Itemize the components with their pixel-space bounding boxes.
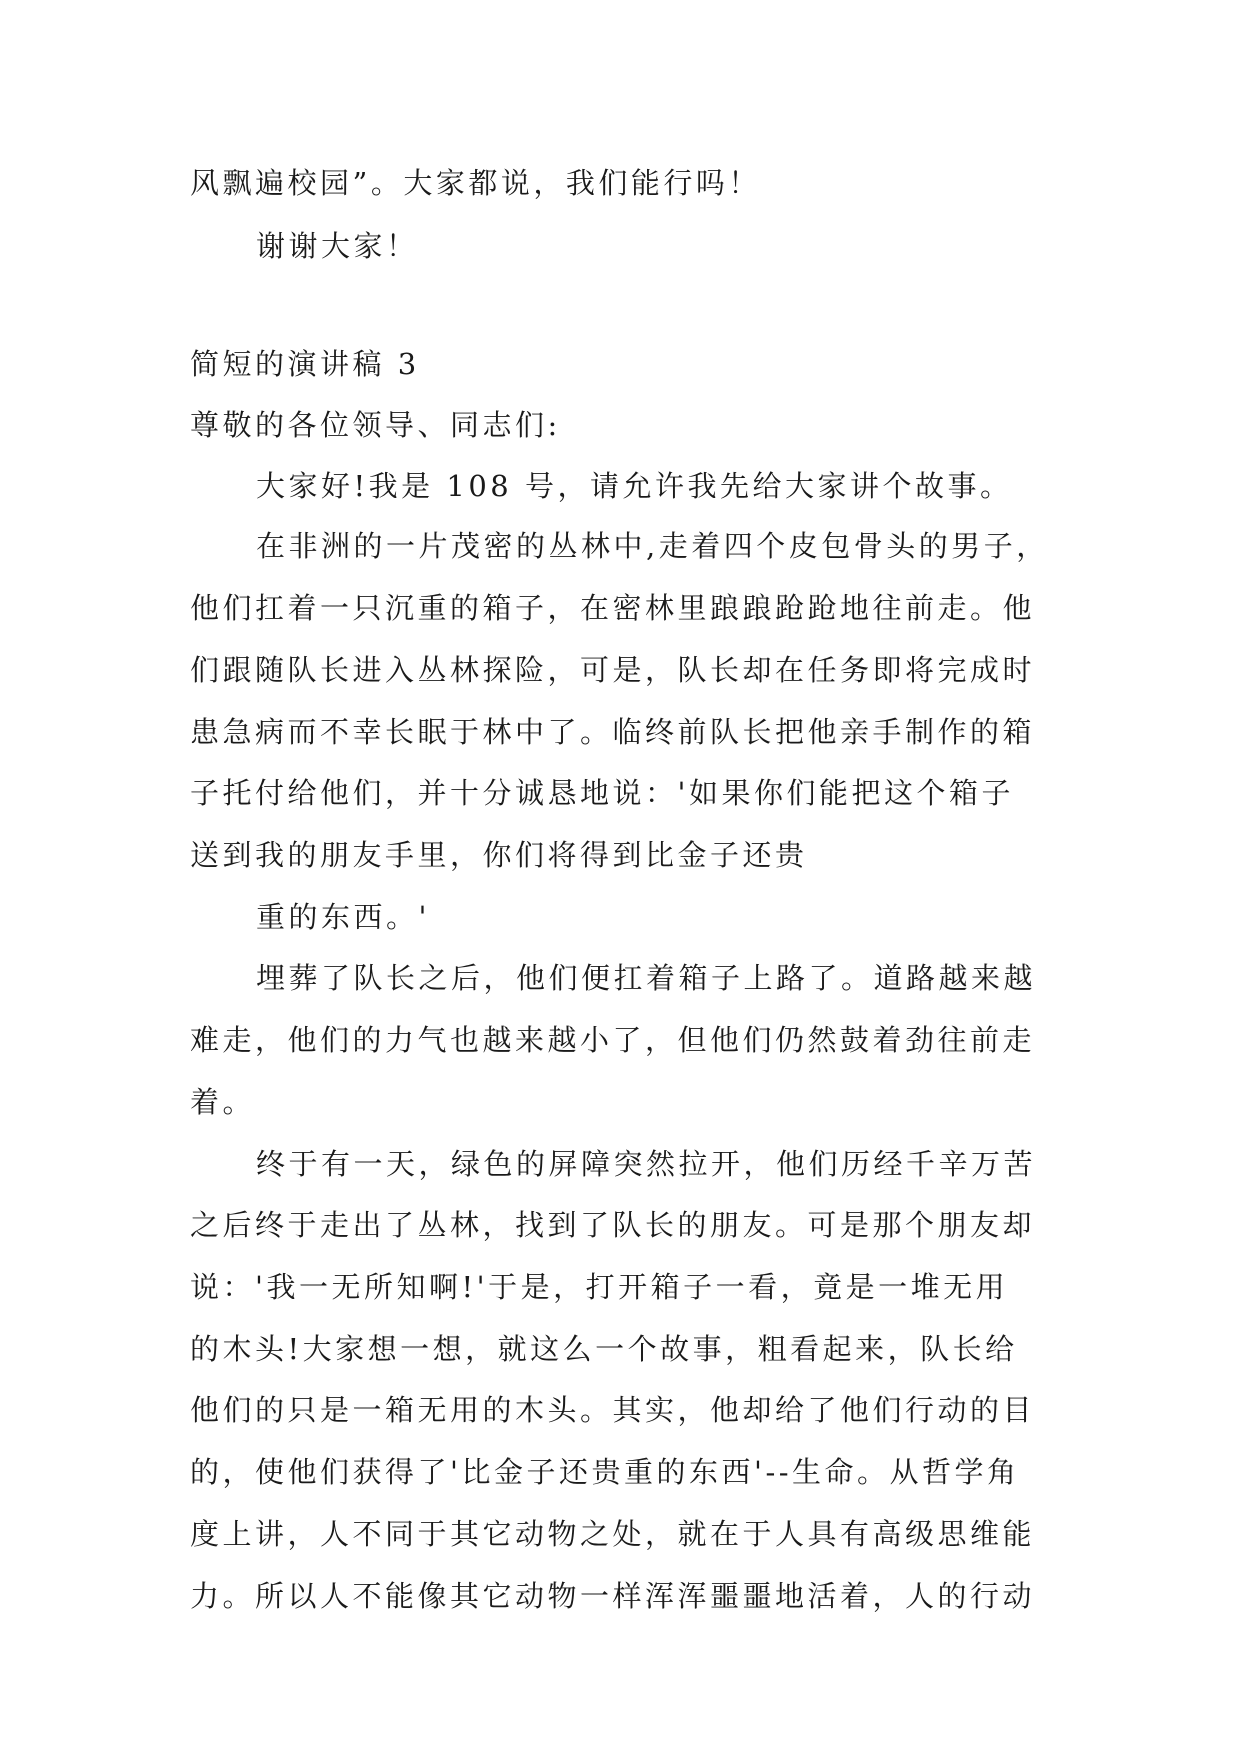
- paragraph-line-9: 送到我的朋友手里，你们将得到比金子还贵: [190, 838, 808, 872]
- paragraph-line-21: 力。所以人不能像其它动物一样浑浑噩噩地活着，人的行动: [190, 1579, 1036, 1613]
- paragraph-line-1: 风飘遍校园”。大家都说，我们能行吗！: [190, 166, 761, 200]
- paragraph-line-10: 重的东西。': [256, 900, 430, 934]
- paragraph-line-18: 他们的只是一箱无用的木头。其实，他却给了他们行动的目: [190, 1393, 1036, 1427]
- paragraph-line-8: 子托付给他们，并十分诚恳地说：'如果你们能把这个箱子: [190, 776, 1014, 810]
- salutation: 尊敬的各位领导、同志们:: [190, 408, 561, 442]
- paragraph-line-5: 他们扛着一只沉重的箱子，在密林里踉踉跄跄地往前走。他: [190, 591, 1036, 625]
- paragraph-line-6: 们跟随队长进入丛林探险，可是，队长却在任务即将完成时: [190, 653, 1036, 687]
- paragraph-line-14: 终于有一天，绿色的屏障突然拉开，他们历经千辛万苦: [256, 1147, 1037, 1181]
- section-title: 简短的演讲稿 3: [190, 347, 420, 381]
- paragraph-line-3: 大家好!我是 108 号，请允许我先给大家讲个故事。: [256, 469, 1013, 503]
- paragraph-line-15: 之后终于走出了丛林，找到了队长的朋友。可是那个朋友却: [190, 1208, 1036, 1242]
- paragraph-line-16: 说：'我一无所知啊!'于是，打开箱子一看，竟是一堆无用: [190, 1270, 1009, 1304]
- paragraph-line-12: 难走，他们的力气也越来越小了，但他们仍然鼓着劲往前走: [190, 1023, 1036, 1057]
- paragraph-line-20: 度上讲，人不同于其它动物之处，就在于人具有高级思维能: [190, 1517, 1036, 1551]
- paragraph-line-7: 患急病而不幸长眠于林中了。临终前队长把他亲手制作的箱: [190, 715, 1036, 749]
- paragraph-line-4: 在非洲的一片茂密的丛林中,走着四个皮包骨头的男子，: [256, 529, 1049, 563]
- paragraph-line-2: 谢谢大家！: [256, 229, 419, 263]
- paragraph-line-11: 埋葬了队长之后，他们便扛着箱子上路了。道路越来越: [256, 961, 1037, 995]
- paragraph-line-13: 着。: [190, 1085, 256, 1119]
- paragraph-line-17: 的木头!大家想一想，就这么一个故事，粗看起来，队长给: [190, 1332, 1018, 1366]
- paragraph-line-19: 的，使他们获得了'比金子还贵重的东西'--生命。从哲学角: [190, 1455, 1020, 1489]
